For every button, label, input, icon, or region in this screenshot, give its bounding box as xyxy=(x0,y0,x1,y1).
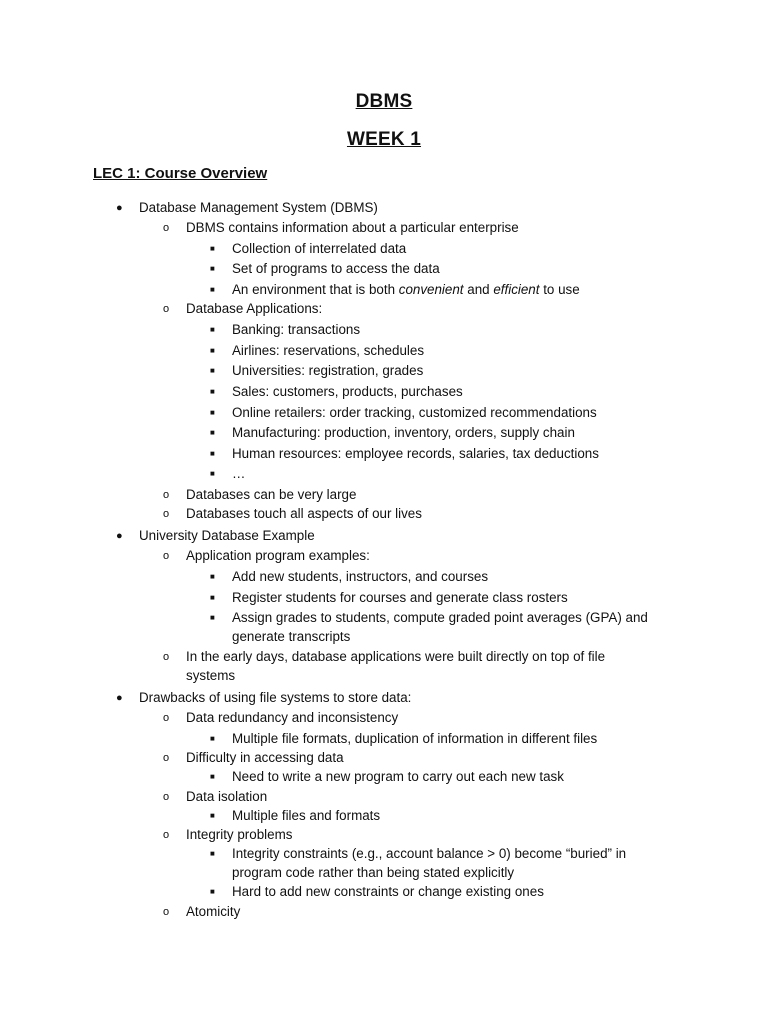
list-item-text: Integrity constraints (e.g., account balance > 0) become “buried” in xyxy=(232,846,627,861)
circle-marker: o xyxy=(163,752,170,764)
list-item-text xyxy=(232,281,580,299)
circle-marker: o xyxy=(163,222,170,234)
square-marker: ■ xyxy=(210,285,215,294)
circle-marker: o xyxy=(163,712,170,724)
list-item-text: Difficulty in accessing data xyxy=(186,750,344,765)
list-item-text: Database Applications: xyxy=(186,301,323,316)
text-run: An environment that is both xyxy=(232,282,399,297)
emphasis-text: efficient xyxy=(493,282,540,297)
list-item-text: Assign grades to students, compute graded point averages (GPA) and xyxy=(232,610,648,625)
list-item-text: systems xyxy=(186,668,236,683)
list-item-text: Databases can be very large xyxy=(186,487,357,502)
square-marker: ■ xyxy=(210,346,215,355)
list-item-text: In the early days, database applications were built directly on top of file xyxy=(186,649,606,664)
square-marker: ■ xyxy=(210,387,215,396)
circle-marker: o xyxy=(163,829,170,841)
section-heading: LEC 1: Course Overview xyxy=(93,165,268,182)
list-item-text: Banking: transactions xyxy=(232,322,361,337)
square-marker: ■ xyxy=(210,849,215,858)
list-item-text: Set of programs to access the data xyxy=(232,261,440,276)
list-item-text: Data isolation xyxy=(186,789,268,804)
circle-marker: o xyxy=(163,550,170,562)
bullet-marker: ● xyxy=(116,692,123,704)
square-marker: ■ xyxy=(210,366,215,375)
list-item-text: Online retailers: order tracking, customized recommendations xyxy=(232,405,597,420)
square-marker: ■ xyxy=(210,264,215,273)
square-marker: ■ xyxy=(210,887,215,896)
list-item-text: Collection of interrelated data xyxy=(232,241,407,256)
bullet-marker: ● xyxy=(116,530,123,542)
list-item-text: Atomicity xyxy=(186,904,241,919)
list-item-text: Hard to add new constraints or change existing ones xyxy=(232,884,544,899)
list-item-text: Sales: customers, products, purchases xyxy=(232,384,463,399)
list-item-text: Airlines: reservations, schedules xyxy=(232,343,425,358)
text-run: to use xyxy=(539,282,580,297)
list-item-text: Multiple files and formats xyxy=(232,808,381,823)
list-item-text: Database Management System (DBMS) xyxy=(139,200,378,215)
document-subtitle: WEEK 1 xyxy=(346,129,422,150)
square-marker: ■ xyxy=(210,734,215,743)
circle-marker: o xyxy=(163,791,170,803)
list-item-text: Manufacturing: production, inventory, orders, supply chain xyxy=(232,425,575,440)
square-marker: ■ xyxy=(210,593,215,602)
text-run: and xyxy=(463,282,494,297)
square-marker: ■ xyxy=(210,325,215,334)
list-item-text: Human resources: employee records, salaries, tax deductions xyxy=(232,446,599,461)
list-item-text: DBMS contains information about a particular enterprise xyxy=(186,220,519,235)
square-marker: ■ xyxy=(210,572,215,581)
circle-marker: o xyxy=(163,303,170,315)
bullet-marker: ● xyxy=(116,202,123,214)
circle-marker: o xyxy=(163,906,170,918)
square-marker: ■ xyxy=(210,449,215,458)
list-item-text: University Database Example xyxy=(139,528,315,543)
list-item-text: Integrity problems xyxy=(186,827,293,842)
list-item-text: Multiple file formats, duplication of information in different files xyxy=(232,731,598,746)
list-item-text: Universities: registration, grades xyxy=(232,363,424,378)
list-item-text: generate transcripts xyxy=(232,629,351,644)
list-item-text: Application program examples: xyxy=(186,548,370,563)
list-item-text: Register students for courses and generate class rosters xyxy=(232,590,568,605)
square-marker: ■ xyxy=(210,408,215,417)
circle-marker: o xyxy=(163,508,170,520)
emphasis-text: convenient xyxy=(398,282,464,297)
list-item-text: Drawbacks of using file systems to store data: xyxy=(139,690,412,705)
square-marker: ■ xyxy=(210,244,215,253)
document-title: DBMS xyxy=(355,91,413,112)
list-item-text: … xyxy=(232,466,246,481)
square-marker: ■ xyxy=(210,428,215,437)
circle-marker: o xyxy=(163,489,170,501)
circle-marker: o xyxy=(163,651,170,663)
list-item-text: Databases touch all aspects of our lives xyxy=(186,506,422,521)
list-item-text: Need to write a new program to carry out each new task xyxy=(232,769,564,784)
list-item-text: Data redundancy and inconsistency xyxy=(186,710,399,725)
square-marker: ■ xyxy=(210,469,215,478)
list-item-text: Add new students, instructors, and courses xyxy=(232,569,489,584)
square-marker: ■ xyxy=(210,811,215,820)
square-marker: ■ xyxy=(210,772,215,781)
square-marker: ■ xyxy=(210,613,215,622)
list-item-text: program code rather than being stated explicitly xyxy=(232,865,515,880)
